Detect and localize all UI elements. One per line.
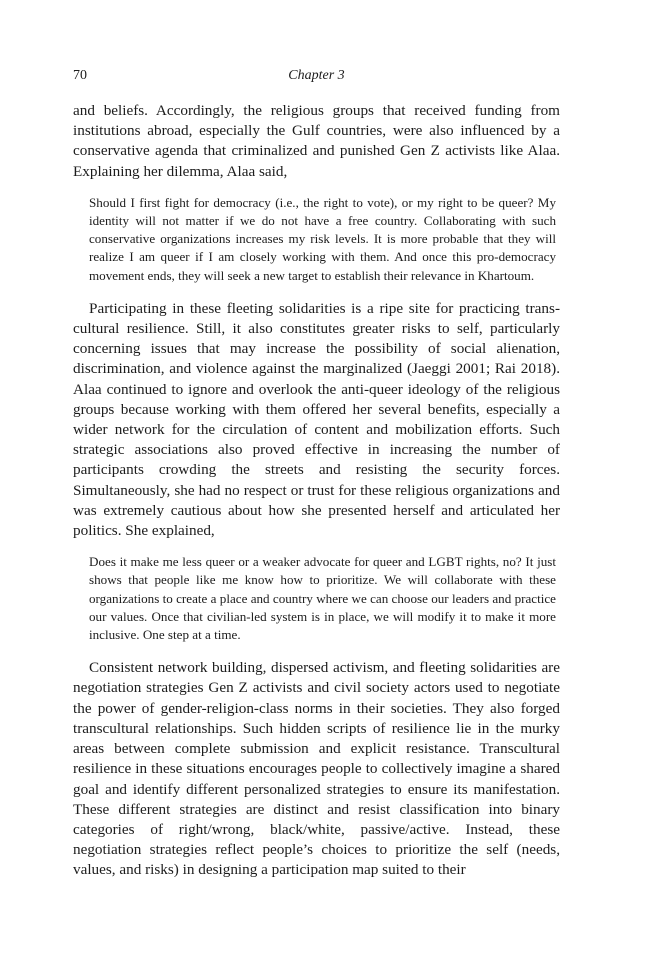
page-number: 70 [73,68,87,83]
paragraph-fleeting-solidarities: Participating in these fleeting solidarities is a ripe site for practicing transcultural resilience. Still, it also constitutes greater risks to self, particularly concerning issues that may increase the possibility of social alienation, discrimination, and violence against the marginalized (Jaeggi 2001; Rai 2018). Alaa continued to ignore and overlook the anti-queer ideology of the religious groups because working with them offered her several benefits, especially a wider network for the circulation of content and mobilization efforts. Such strategic associations also proved effective in increasing the number of participants crowding the streets and resisting the security forces. Simultaneously, she had no respect or trust for these religious organizations and was extremely cautious about how she presented herself and articulated her politics. She explained, [73,299,560,540]
running-head: Chapter 3 [288,68,345,83]
block-quote-alaa-prioritize: Does it make me less queer or a weaker advocate for queer and LGBT rights, no? It just shows that people like me know how to prioritize. We will collaborate with these organizations to create a place and country where we can choose our leaders and practice our values. Once that civilian-led system is in place, we will modify it to make it more inclusive. One step at a time. [89,554,556,643]
page-header [73,68,560,86]
paragraph-opening: and beliefs. Accordingly, the religious groups that received funding from institutions abroad, especially the Gulf countries, were also influenced by a conservative agenda that criminalized and punished Gen Z activists like Alaa. Explaining her dilemma, Alaa said, [73,102,560,180]
block-quote-alaa-dilemma: Should I first fight for democracy (i.e., the right to vote), or my right to be queer? My identity will not matter if we do not have a free country. Collaborating with such conservative organizations increases my risk levels. It is more probable that they will realize I am queer if I am closely working with them. And once this pro-democracy movement ends, they will seek a new target to establish their relevance in Khartoum. [89,194,556,283]
paragraph-negotiation-strategies: Consistent network building, dispersed activism, and fleeting solidarities are negotiation strategies Gen Z activists and civil society actors used to negotiate the power of gender-religion-class norms in their societies. They also forged transcultural relationships. Such hidden scripts of resilience lie in the murky areas between complete submission and explicit resistance. Transcultural resilience in these situations encourages people to collectively imagine a shared goal and identify different personalized strategies to ensure its manifestation. These different strategies are distinct and resist classification into binary categories of right/wrong, black/white, passive/active. Instead, these negotiation strategies reflect people’s choices to prioritize the self (needs, values, and risks) in designing a participation map suited to their [73,659,560,879]
page-body [73,101,560,881]
